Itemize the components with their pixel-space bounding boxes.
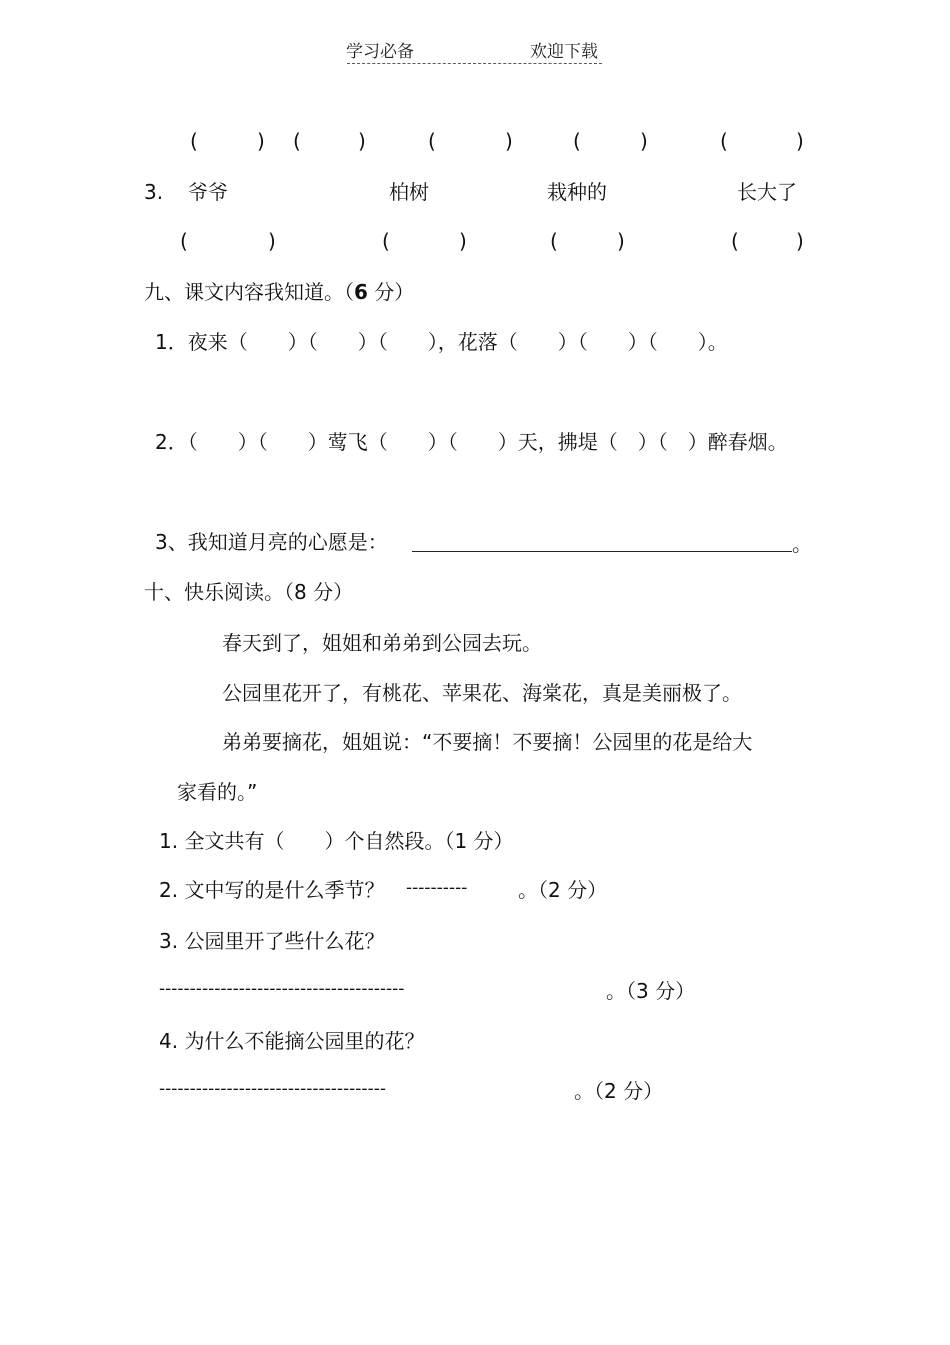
section-title-10: 十、快乐阅读。（8 分）	[144, 580, 354, 604]
paren: (	[720, 129, 728, 153]
paren: )	[459, 229, 467, 253]
passage-paragraph: 春天到了，姐姐和弟弟到公园去玩。	[222, 631, 542, 655]
reading-question-2-end: 。（2 分）	[518, 878, 608, 902]
q9-item-3-end: 。	[792, 532, 812, 556]
header-dashed-underline	[347, 63, 602, 64]
paren: )	[505, 129, 513, 153]
paren: )	[796, 229, 804, 253]
reading-question-4-end: 。（2 分）	[574, 1079, 664, 1103]
paren: )	[640, 129, 648, 153]
word-box: 柏树	[389, 180, 429, 204]
paren: (	[428, 129, 436, 153]
reading-question-1: 1. 全文共有（ ）个自然段。（1 分）	[159, 829, 514, 853]
section-title-9	[144, 282, 414, 302]
paren: )	[617, 229, 625, 253]
passage-paragraph: 公园里花开了，有桃花、苹果花、海棠花，真是美丽极了。	[222, 681, 742, 705]
answer-line	[412, 551, 792, 552]
section-title-prefix: 九、课文内容我知道。（	[144, 280, 354, 304]
paren: (	[293, 129, 301, 153]
reading-question-2: 2. 文中写的是什么季节？	[159, 878, 385, 902]
paren: )	[796, 129, 804, 153]
word-box: 长大了	[737, 180, 797, 204]
answer-dashes: -------------------------------------	[159, 1079, 386, 1099]
paren: (	[382, 229, 390, 253]
q9-item-3-label: 3、我知道月亮的心愿是：	[155, 530, 388, 554]
paren: (	[190, 129, 198, 153]
header-left: 学习必备	[346, 42, 414, 62]
paren: (	[573, 129, 581, 153]
passage-paragraph: 弟弟要摘花，姐姐说：“不要摘！不要摘！公园里的花是给大	[222, 730, 753, 754]
section-title-suffix: 分）	[367, 280, 415, 304]
section-score: 6	[354, 280, 368, 304]
item-number: 3.	[144, 180, 164, 204]
answer-dashes: ----------------------------------------	[159, 979, 405, 999]
q9-item-1: 1．夜来（ ）（ ）（ ），花落（ ）（ ）（ ）。	[155, 330, 728, 354]
paren: )	[257, 129, 265, 153]
header-right: 欢迎下载	[530, 42, 598, 62]
paren: (	[180, 229, 188, 253]
reading-question-4: 4. 为什么不能摘公园里的花？	[159, 1029, 425, 1053]
word-box: 爷爷	[188, 180, 228, 204]
paren: (	[550, 229, 558, 253]
paren: )	[268, 229, 276, 253]
passage-paragraph: 家看的。”	[177, 780, 258, 804]
paren: (	[731, 229, 739, 253]
paren: )	[358, 129, 366, 153]
q9-item-2: 2．（ ）（ ）莺飞（ ）（ ）天，拂堤（ ）（ ）醉春烟。	[155, 430, 788, 454]
reading-question-3: 3. 公园里开了些什么花？	[159, 929, 385, 953]
reading-question-3-end: 。（3 分）	[606, 979, 696, 1003]
answer-dashes: ----------	[406, 878, 468, 898]
word-box: 栽种的	[547, 180, 607, 204]
